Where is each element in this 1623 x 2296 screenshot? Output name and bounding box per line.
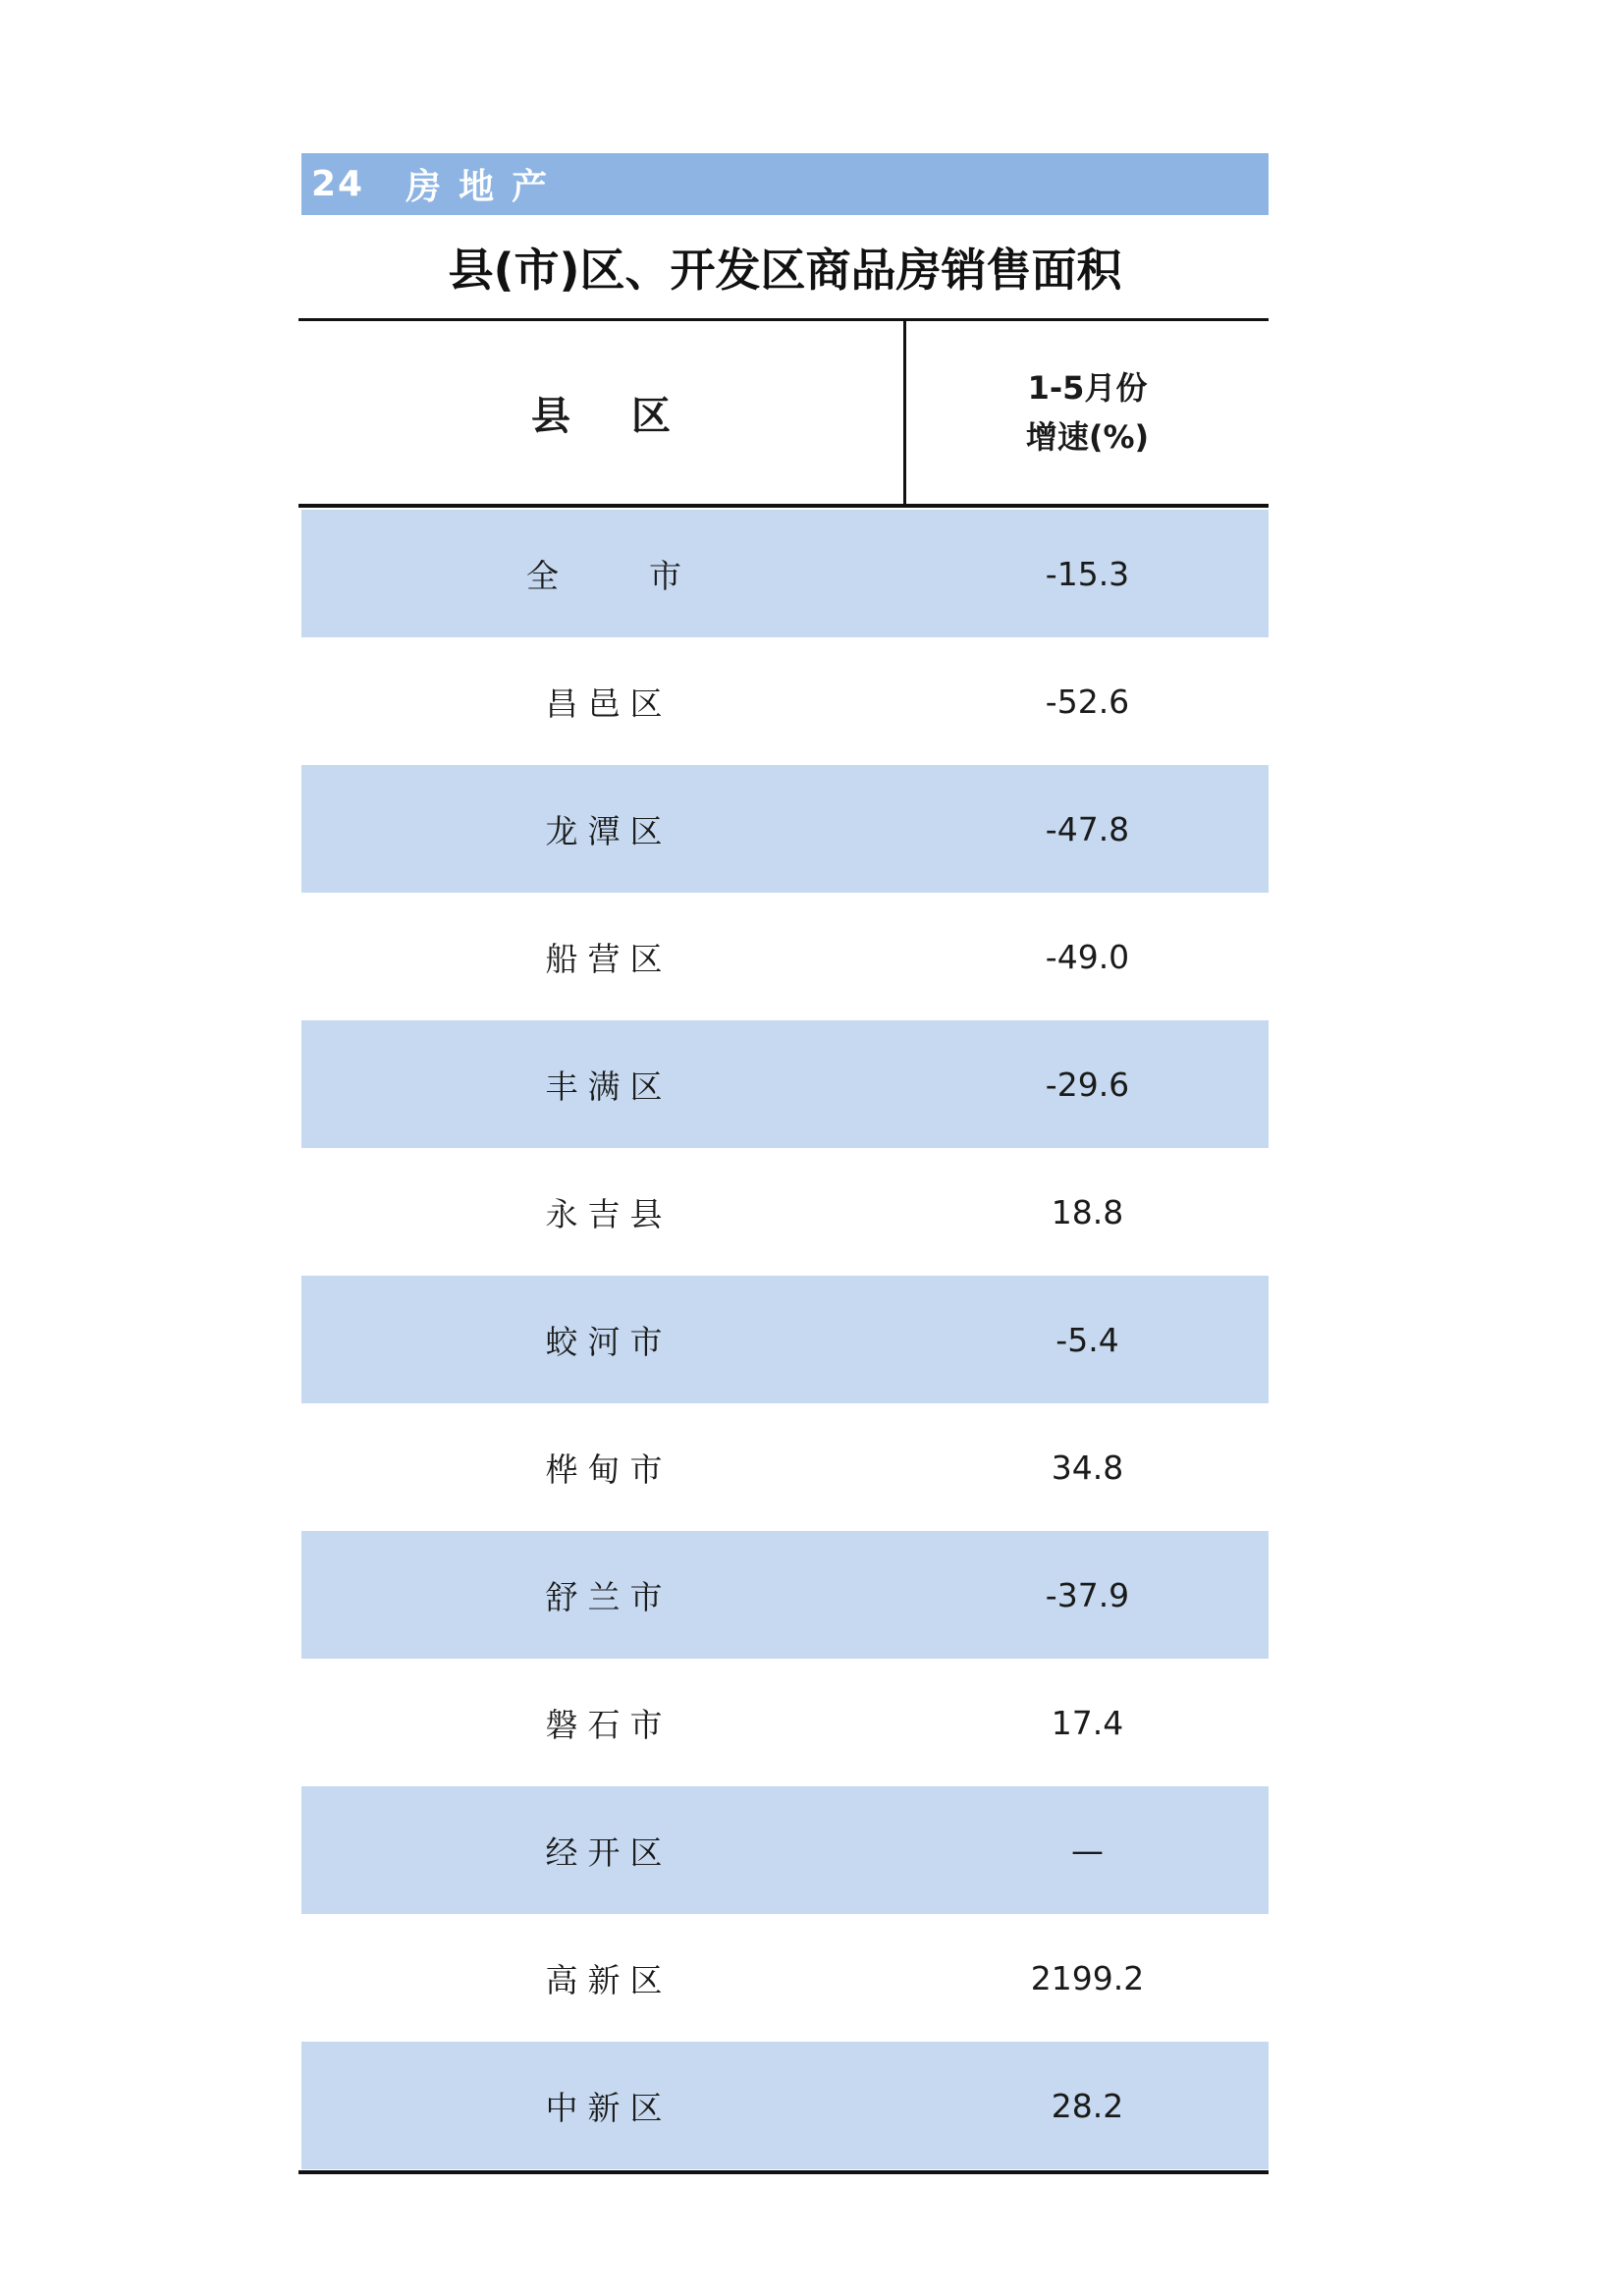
table-row [301,1020,1269,1148]
row-region: 船营区 [545,939,673,978]
table-row [301,1914,1269,2042]
table-row [301,893,1269,1020]
row-value: -37.9 [1045,1575,1130,1614]
row-value: 2199.2 [1030,1958,1145,1997]
table-row [301,510,1269,637]
row-value: -5.4 [1055,1320,1119,1359]
row-value: -47.8 [1045,809,1130,848]
table-row [301,1659,1269,1786]
table-title: 县(市)区、开发区商品房销售面积 [448,243,1122,297]
table-row [301,1531,1269,1659]
table-row [301,637,1269,765]
row-region: 蛟河市 [545,1322,673,1361]
row-value: -29.6 [1045,1065,1130,1104]
table-row [301,1786,1269,1914]
row-value: — [1071,1831,1104,1870]
table-row [301,1148,1269,1276]
table-row [301,2042,1269,2169]
row-value: -49.0 [1045,937,1130,976]
statistics-page [301,153,1269,2174]
table-row [301,1276,1269,1403]
header-region: 县 区 [298,321,906,504]
table-body [301,510,1269,2169]
header-growth-period: 1-5月份 [1027,369,1148,407]
table-header [298,321,1269,508]
row-region: 中新区 [545,2088,673,2127]
table-row [301,1403,1269,1531]
row-region: 全 市 [526,556,691,595]
row-region: 丰满区 [545,1066,673,1106]
table-row [301,765,1269,893]
section-name: 房地产 [406,167,566,207]
row-value: 17.4 [1051,1703,1124,1742]
row-region: 舒兰市 [545,1577,673,1616]
row-region: 永吉县 [545,1194,673,1233]
row-value: 28.2 [1051,2086,1124,2125]
header-growth [906,321,1269,504]
section-banner [301,153,1269,215]
row-value: -52.6 [1045,682,1130,721]
row-region: 磐石市 [545,1705,673,1744]
section-number: 24 [311,164,365,204]
row-region: 经开区 [545,1832,673,1872]
row-region: 昌邑区 [545,683,673,723]
row-value: 34.8 [1051,1448,1124,1487]
table-bottom-rule [298,2170,1269,2174]
row-region: 桦甸市 [545,1449,673,1489]
row-region: 龙潭区 [545,811,673,850]
row-value: 18.8 [1051,1192,1124,1231]
header-growth-unit: 增速(%) [1025,418,1150,456]
row-value: -15.3 [1045,554,1130,593]
row-region: 高新区 [545,1960,673,1999]
